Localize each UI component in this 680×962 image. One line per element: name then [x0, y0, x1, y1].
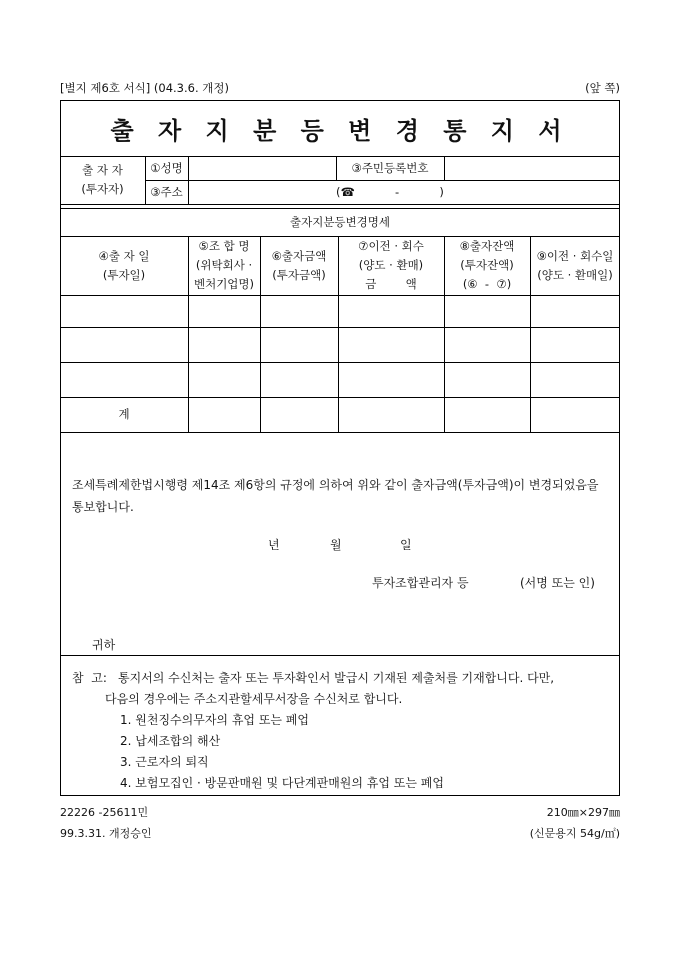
notification-statement: 조세특례제한법시행령 제14조 제6항의 규정에 의하여 위와 같이 출자금액(투자금액)이 변경되었음을 통보합니다. — [72, 478, 599, 514]
col-header-line: (양도 · 환매일) — [537, 267, 613, 282]
name-label: ①성명 — [150, 160, 183, 175]
address-label: ③주소 — [150, 184, 183, 199]
date-year-label: 년 — [268, 538, 280, 552]
notes-block — [72, 668, 617, 794]
col-header-line: (투자금액) — [272, 267, 326, 282]
signer-label: 투자조합관리자 등 — [372, 576, 469, 590]
investor-label-sub: (투자자) — [81, 182, 124, 196]
form-code: 22226 -25611민 — [60, 806, 149, 819]
investor-label-main: 출 자 자 — [82, 163, 123, 177]
col-header-line: ⑨이전 · 회수일 — [536, 248, 614, 263]
col-header-line: ⑥출자금액 — [271, 248, 327, 263]
total-label: 계 — [118, 407, 130, 421]
col-header-line: (투자일) — [102, 267, 146, 282]
signature-label: (서명 또는 인) — [520, 576, 595, 590]
name-field[interactable] — [188, 156, 336, 180]
approval-date: 99.3.31. 개정승인 — [60, 827, 152, 840]
notes-item: 1. 원천징수의무자의 휴업 또는 폐업 — [120, 713, 309, 727]
col-header-line: (위탁회사 · — [195, 258, 253, 272]
form-number: [별지 제6호 서식] (04.3.6. 개정) — [60, 81, 229, 95]
col-header-line: ⑧출자잔액 — [459, 239, 515, 253]
id-number-label: ③주민등록번호 — [351, 160, 429, 175]
paper-size: 210㎜×297㎜ — [546, 806, 620, 819]
section-title: 출자지분등변경명세 — [290, 214, 390, 229]
col-header-line: ⑦이전 · 회수 — [358, 239, 424, 253]
col-header-balance — [444, 236, 530, 295]
phone-field[interactable]: (☎ - ) — [336, 184, 444, 199]
page-side-label: (앞 쪽) — [585, 81, 620, 95]
col-header-transfer-date — [530, 236, 620, 295]
notes-text: 다음의 경우에는 주소지관할세무서장을 수신처로 합니다. — [105, 692, 403, 706]
notes-item: 3. 근로자의 퇴직 — [120, 755, 209, 769]
paper-type: (신문용지 54g/㎡) — [529, 827, 620, 840]
col-header-investment-date — [60, 236, 188, 295]
col-header-line: (투자잔액) — [460, 258, 514, 272]
form-title: 출 자 지 분 등 변 경 통 지 서 — [110, 115, 570, 145]
recipient-label: 귀하 — [92, 638, 116, 652]
rule — [60, 327, 620, 328]
rule — [60, 362, 620, 363]
rule — [60, 655, 620, 656]
id-number-field[interactable] — [444, 156, 620, 180]
investor-label — [60, 156, 145, 204]
col-header-investment-amount — [260, 236, 338, 295]
col-header-line: ④출 자 일 — [98, 248, 150, 263]
col-header-line: (양도 · 환매) — [358, 258, 424, 272]
notes-label: 참 고: — [72, 671, 107, 685]
notes-item: 4. 보험모집인 · 방문판매원 및 다단계판매원의 휴업 또는 폐업 — [120, 776, 444, 790]
address-field[interactable] — [188, 180, 336, 204]
rule — [60, 295, 620, 296]
rule — [60, 204, 620, 205]
col-header-line: 벤처기업명) — [193, 277, 255, 291]
notes-text: 통지서의 수신처는 출자 또는 투자확인서 발급시 기재된 제출처를 기재합니다. 다만, — [118, 671, 555, 685]
notes-first-line — [72, 668, 617, 689]
col-header-line: ⑤조 합 명 — [198, 239, 250, 253]
notes-item: 2. 납세조합의 해산 — [120, 734, 221, 748]
col-header-association-name — [188, 236, 260, 295]
col-header-line: (⑥ - ⑦) — [462, 277, 512, 291]
rule — [60, 432, 620, 433]
date-month-label: 월 — [330, 538, 342, 552]
date-day-label: 일 — [400, 538, 412, 552]
col-header-line: 금 액 — [365, 277, 417, 291]
col-header-transfer-amount — [338, 236, 444, 295]
